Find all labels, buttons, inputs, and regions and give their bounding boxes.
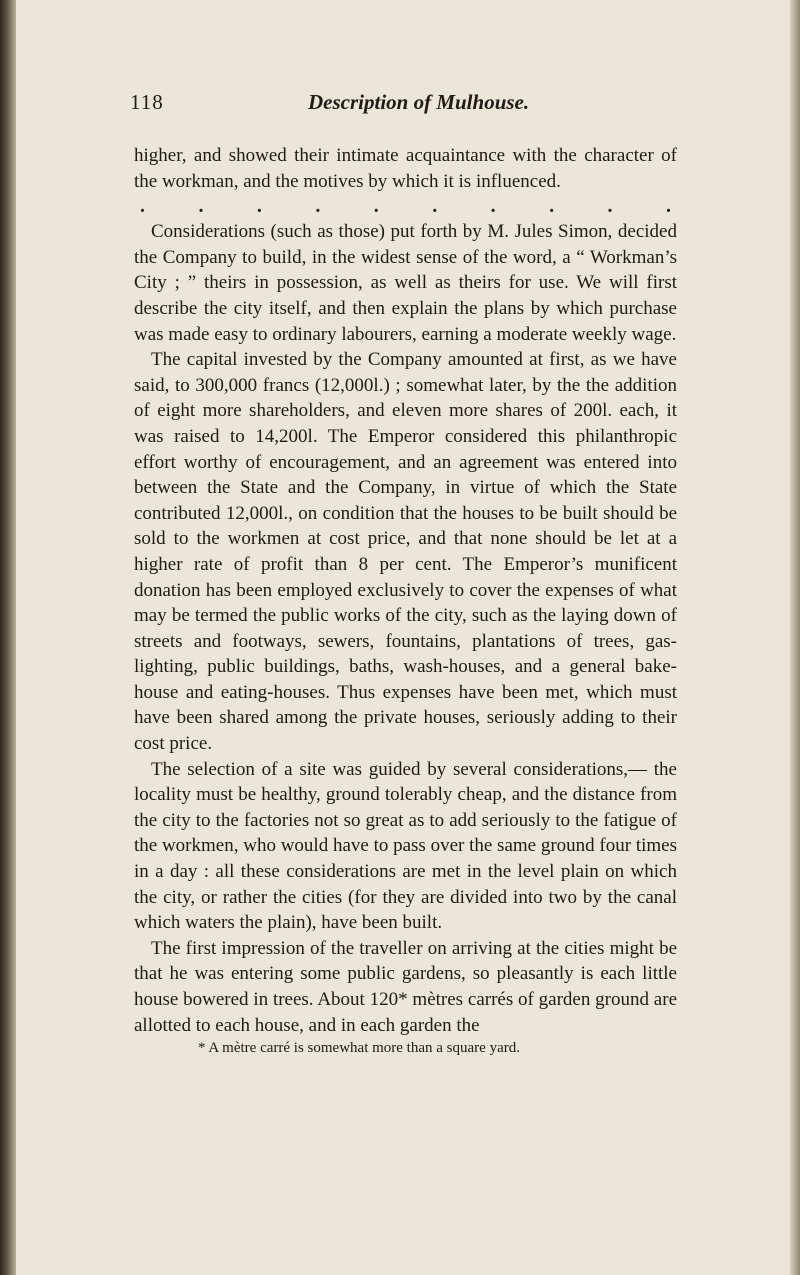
ellipsis-dot: . [198, 195, 204, 218]
paragraph: The capital invested by the Company amounted at first, as we have said, to 300,000 francs (12,000l.) ; somewhat later, by the the addition of eight more shareholders, and eleven more shares of 200l. each, it was raised to 14,200l. The Emperor considered this philanthropic effort worthy of encouragement, and an agreement was entered into between the State and the Company, in virtue of which the State contributed 12,000l., on condition that the houses to be built should be sold to the workmen at cost price, and that none should be let at a higher rate of profit than 8 per cent. The Emperor’s munificent donation has been employed exclusively to cover the expenses of what may be termed the public works of the city, such as the laying down of streets and footways, sewers, fountains, plantations of trees, gas-lighting, public buildings, baths, wash-houses, and a general bake-house and eating-houses. Thus expenses have been met, which must have been shared among the private houses, seriously adding to their cost price. [134, 349, 677, 755]
running-header [130, 90, 680, 120]
page-edge [790, 0, 800, 1275]
ellipsis-dot: . [607, 195, 613, 218]
ellipsis-dot: . [665, 195, 671, 218]
ellipsis-dot: . [432, 195, 438, 218]
paragraph: The selection of a site was guided by several considerations,— the locality must be healthy, ground tolerably cheap, and the distance from the city to the factories not so great as to add seriously to the fatigue of the workmen, who would have to pass over the same ground four times in a day : all these considerations are met in the level plain on which the city, or rather the cities (for they are divided into two by the canal which waters the plain), have been built. [134, 758, 677, 934]
ellipsis-row [134, 194, 677, 219]
ellipsis-dot: . [549, 195, 555, 218]
paragraph-continuation: higher, and showed their intimate acquaintance with the character of the workman, and the motives by which it is influenced. [134, 145, 677, 192]
ellipsis-dot: . [373, 195, 379, 218]
paragraph: The first impression of the traveller on arriving at the cities might be that he was entering some public gardens, so pleasantly is each little house bowered in trees. About 120* mètres carrés of garden ground are allotted to each house, and in each garden the [134, 937, 677, 1036]
footnote: * A mètre carré is somewhat more than a square yard. [198, 1040, 520, 1056]
ellipsis-dot: . [315, 195, 321, 218]
page-number: 118 [130, 90, 164, 114]
paragraph: Considerations (such as those) put forth by M. Jules Simon, decided the Company to build, in the widest sense of the word, a “ Workman’s City ; ” theirs in possession, as well as theirs for use. We will first describe the city itself, and then explain the plans by which purchase was made easy to ordinary labourers, earning a moderate weekly wage. [134, 221, 677, 345]
ellipsis-dot: . [490, 195, 496, 218]
running-title: Description of Mulhouse. [308, 90, 530, 114]
ellipsis-dot: . [256, 195, 262, 218]
book-spine-shadow [0, 0, 16, 1275]
body-text [134, 143, 677, 1038]
ellipsis-dot: . [140, 195, 145, 218]
